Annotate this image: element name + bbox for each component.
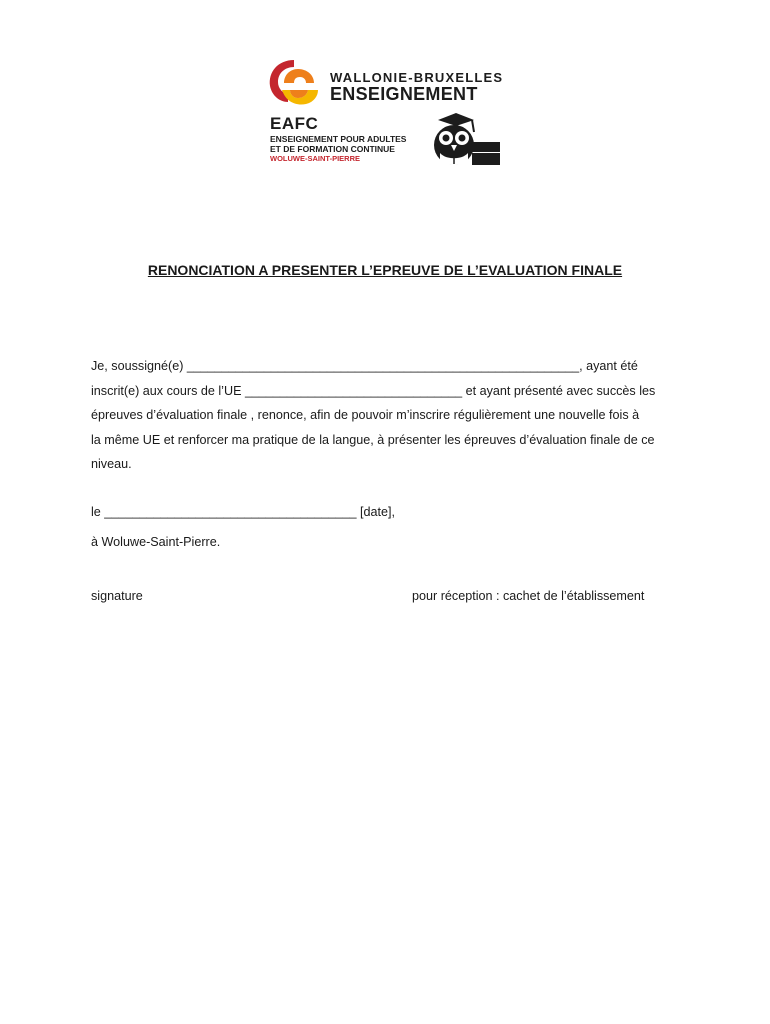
place-line: à Woluwe-Saint-Pierre. (91, 535, 221, 549)
paragraph-line: niveau. (91, 457, 132, 471)
eafc-title: EAFC (270, 114, 319, 133)
eafc-location: WOLUWE-SAINT-PIERRE (270, 154, 360, 163)
signature-label: signature (91, 589, 143, 603)
document-title: RENONCIATION A PRESENTER L’EPREUVE DE L’EVALUATION FINALE (147, 262, 623, 278)
paragraph-line: Je, soussigné(e) ________________________________________________________, ayant été (91, 359, 638, 373)
wallonie-bruxelles-logo-icon (264, 56, 320, 110)
brand-name-line2: ENSEIGNEMENT (330, 84, 478, 104)
stamp-label: pour réception : cachet de l’établissement (412, 589, 645, 603)
owl-mascot-icon (430, 112, 502, 168)
date-line: le ____________________________________ [date], (91, 505, 395, 519)
paragraph-line: inscrit(e) aux cours de l’UE _______________________________ et ayant présenté avec succès les (91, 383, 656, 398)
eafc-subtitle-line1: ENSEIGNEMENT POUR ADULTES (270, 134, 407, 144)
paragraph-line: épreuves d’évaluation finale , renonce, afin de pouvoir m’inscrire régulièrement une nouvelle fois à (91, 408, 640, 422)
declaration-paragraph (91, 354, 691, 477)
paragraph-line: la même UE et renforcer ma pratique de la langue, à présenter les épreuves d’évaluation finale de ce (91, 432, 655, 447)
brand-name-line1: WALLONIE-BRUXELLES (330, 70, 504, 85)
eafc-subtitle-line2: ET DE FORMATION CONTINUE (270, 144, 395, 154)
header-logos (262, 54, 512, 172)
